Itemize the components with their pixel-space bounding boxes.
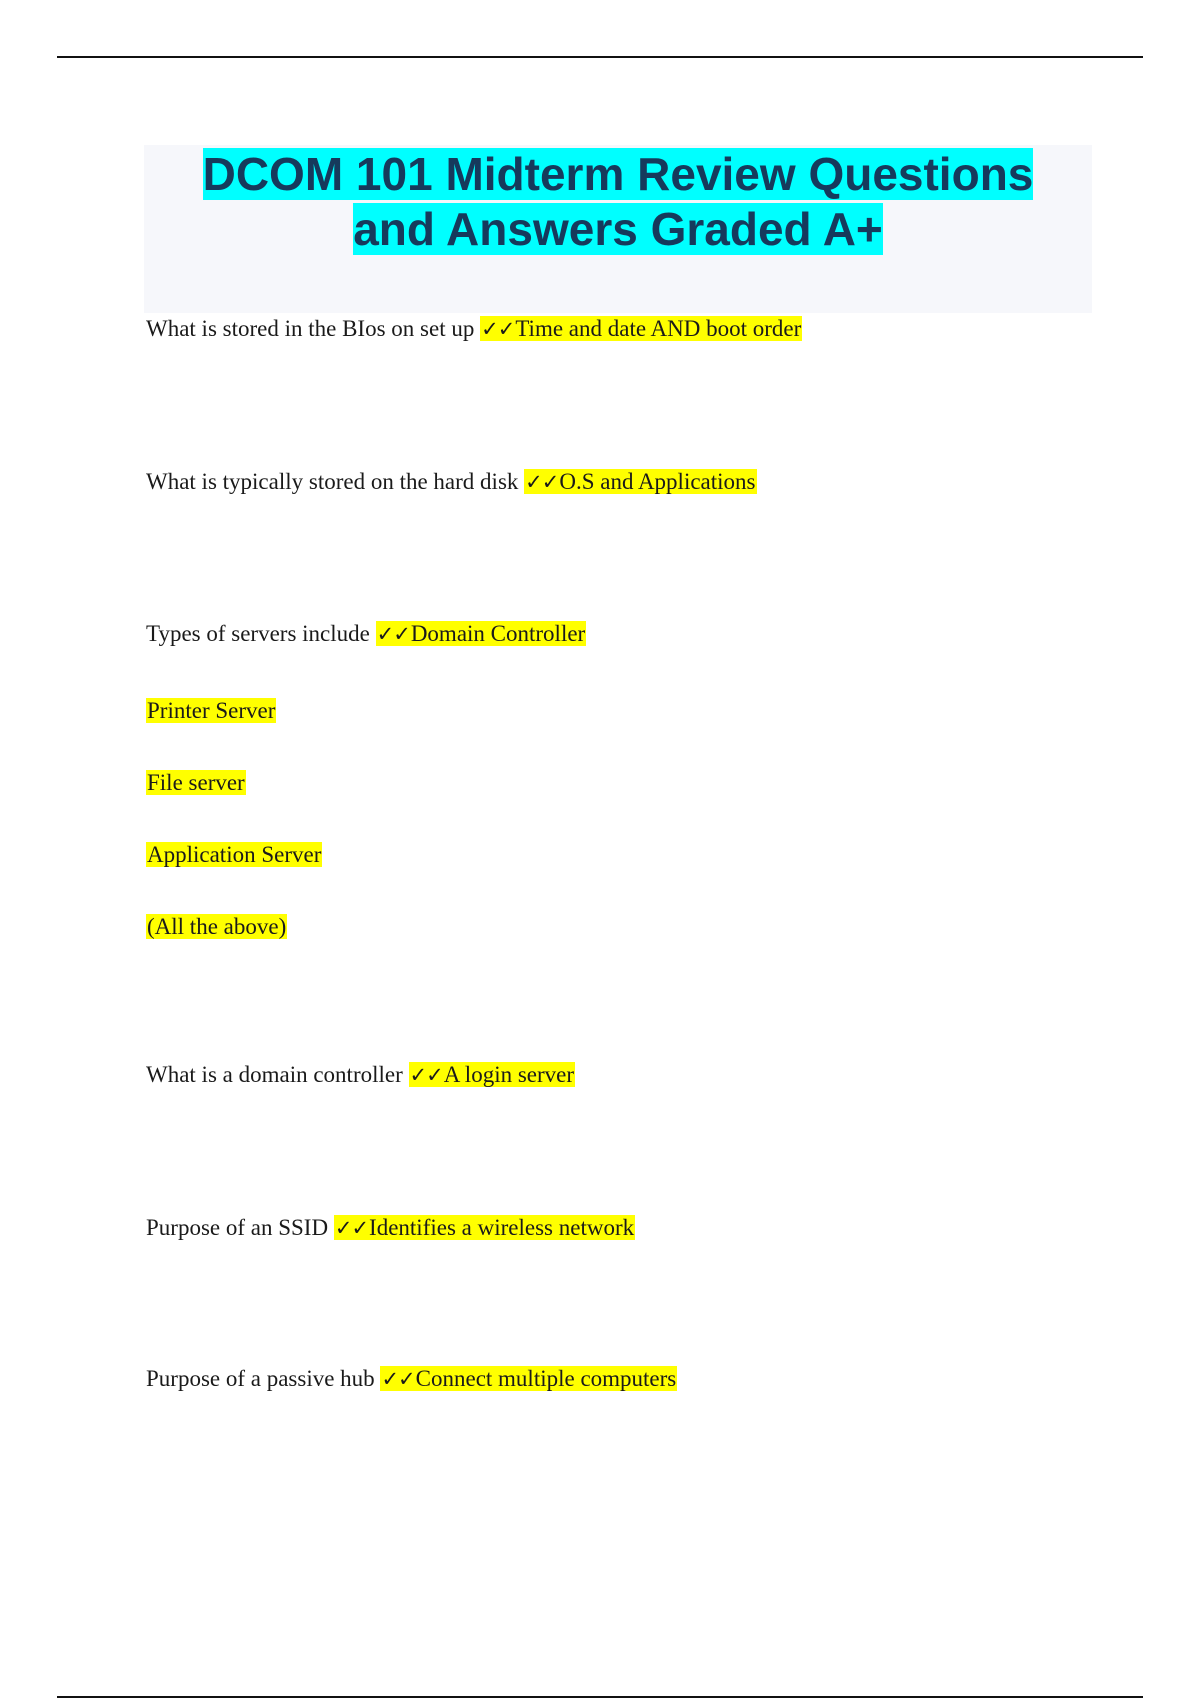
answer-text: Connect multiple computers — [415, 1366, 677, 1391]
answer-text: A login server — [443, 1062, 575, 1087]
answer-highlight — [409, 1062, 576, 1087]
answer-text: Time and date AND boot order — [515, 316, 802, 341]
answer-text: Domain Controller — [410, 621, 586, 646]
document-title — [144, 145, 1092, 257]
answer-text: O.S and Applications — [559, 469, 756, 494]
qa-item — [146, 1060, 575, 1090]
answer-highlight — [524, 469, 756, 494]
answer-highlight — [334, 1215, 635, 1240]
question-text: Types of servers include — [146, 621, 370, 646]
qa-item — [146, 1364, 677, 1394]
answer-highlight — [376, 621, 587, 646]
answer-text: Application Server — [147, 842, 322, 867]
title-line-2: and Answers Graded A+ — [353, 203, 883, 255]
qa-item — [146, 467, 757, 497]
answer-continuation — [146, 840, 322, 870]
answer-text: Identifies a wireless network — [369, 1215, 635, 1240]
answer-text: File server — [147, 770, 245, 795]
answer-continuation — [146, 768, 246, 798]
answer-highlight — [480, 316, 802, 341]
answer-text: Printer Server — [147, 698, 276, 723]
double-check-icon: ✓✓ — [409, 1063, 443, 1087]
answer-highlight — [380, 1366, 677, 1391]
double-check-icon: ✓✓ — [376, 622, 410, 646]
answer-text: (All the above) — [147, 914, 287, 939]
question-text: What is stored in the BIos on set up — [146, 316, 475, 341]
qa-item — [146, 1213, 635, 1243]
answer-continuation — [146, 696, 276, 726]
top-rule — [57, 56, 1143, 58]
answer-continuation — [146, 912, 287, 942]
title-block — [144, 145, 1092, 313]
double-check-icon: ✓✓ — [381, 1367, 415, 1391]
title-line-1: DCOM 101 Midterm Review Questions — [202, 148, 1034, 200]
double-check-icon: ✓✓ — [525, 470, 559, 494]
question-text: What is typically stored on the hard disk — [146, 469, 519, 494]
double-check-icon: ✓✓ — [481, 317, 515, 341]
question-text: Purpose of an SSID — [146, 1215, 329, 1240]
bottom-rule — [57, 1696, 1143, 1698]
qa-item — [146, 314, 802, 344]
question-text: Purpose of a passive hub — [146, 1366, 375, 1391]
double-check-icon: ✓✓ — [334, 1216, 369, 1240]
qa-item — [146, 619, 586, 649]
question-text: What is a domain controller — [146, 1062, 403, 1087]
